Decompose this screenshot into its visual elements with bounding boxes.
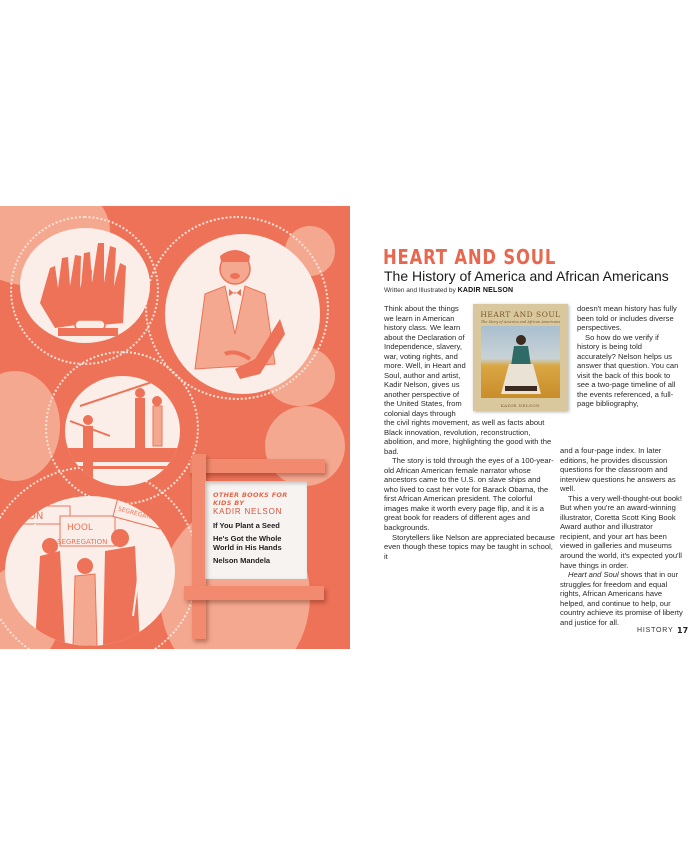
byline-author: KADIR NELSON [457,287,514,294]
article-column-1 [384,418,556,561]
sidebar-heading: OTHER BOOKS FOR KIDS BY [213,491,288,507]
svg-text:HOOL: HOOL [67,523,93,533]
paragraph: Storytellers like Nelson are appreciated because even though these topics may be taught in school, it [384,532,555,561]
article-column-2-top [577,304,682,409]
frame-bar-left [192,454,206,639]
book-cover-image [473,304,568,411]
paragraph: Think about the things we learn in American history class. We learn about the Declaration of Independence, slavery, war, voting rights, and more. Well, in Heart and Soul, author and artist, Kadir Nelson, gives us another perspective of the United States, from colonial days through [384,304,466,419]
paragraph: The story is told through the eyes of a 100-year-old African American female narrator whose ancestors came to the U.S. on slave ships and who lived to cast her vote for Barack Obama, the first African American president. The colorful images make it worth every page flip, and it is a great book for readers of different ages and backgrounds. [384,456,554,533]
book-title-emphasis: Heart and Soul [568,570,619,580]
article-column-1-top [384,304,468,419]
cover-title: HEART AND SOUL [480,310,561,319]
section-label: HISTORY [637,627,674,634]
article-subtitle: The History of America and African Americans [384,268,669,284]
cover-author: KADIR NELSON [500,403,541,408]
byline-prefix: Written and Illustrated by [384,287,456,294]
article-column-2 [560,446,685,627]
paragraph: and a four-page index. In later editions, he provides discussion questions for the classroom and interview questions he answers as well. [560,446,676,494]
sidebar-author: KADIR NELSON [213,507,283,516]
svg-text:SEGREGATION: SEGREGATION [57,538,108,546]
other-books-sidebar [205,481,307,579]
cover-painting [481,326,560,398]
svg-text:SEGREGATION: SEGREGATION [117,505,161,524]
byline [384,287,513,294]
paragraph [560,570,685,627]
saxophone-player-illustration [165,234,320,394]
frame-bar-top [190,459,325,473]
page-number: 17 [677,626,689,635]
boat-workers-illustration [65,376,180,486]
sidebar-book: Nelson Mandela [213,556,271,565]
article-title: HEART AND SOUL [383,245,557,269]
paragraph: This a very well-thought-out book! But when you're an award-winning illustrator, Coretta Scott King Book Award author and illustrator recipient, and your art has been viewed in galleries and museums around the world, it's expected you'll have things in order. [560,493,682,570]
chained-hands-illustration [20,228,150,343]
sidebar-book: If You Plant a Seed [213,521,280,530]
left-page-illustration [0,206,350,649]
sidebar-book: He's Got the Whole World in His Hands [213,534,282,552]
protest-sign-text: TION [19,511,44,522]
cover-subtitle: The Story of America and African Americans [480,320,561,324]
bg-circle [265,406,345,486]
frame-bar-bottom [184,586,324,600]
paragraph: So how do we verify if history is being told accurately? Nelson helps us answer that question. You can visit the back of this book to see a two-page timeline of all the events referenced, a full-page bibliography, [577,332,679,409]
paragraph: the civil rights movement, as well as facts about Black innovation, revolution, reconstruction, abolition, and more, highlighting the good with the bad. [384,418,552,456]
paragraph-text: shows that in our struggles for freedom and equal rights, African Americans have helped, and continue to help, our country achieve its promise of liberty and justice for all. [560,570,683,627]
protest-march-illustration [5,496,175,646]
paragraph: doesn't mean history has fully been told or includes diverse perspectives. [577,304,677,333]
